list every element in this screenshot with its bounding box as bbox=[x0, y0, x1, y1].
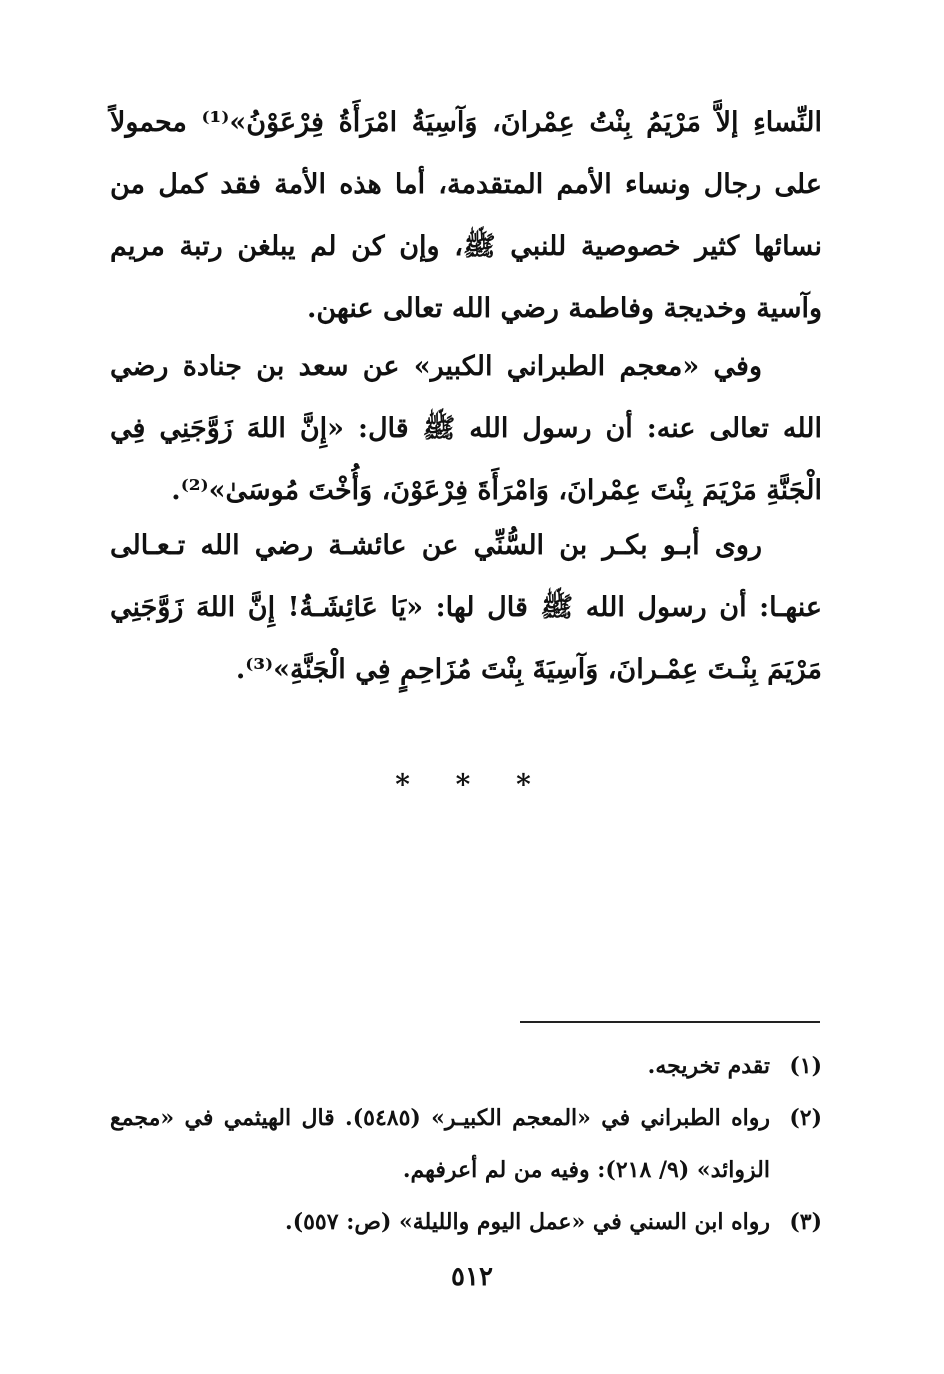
footnote-text: تقدم تخريجه. bbox=[647, 1053, 770, 1079]
footnote-1 bbox=[110, 1040, 822, 1092]
footnote-number: (٣) bbox=[789, 1209, 822, 1235]
footnote-number: (٢) bbox=[789, 1105, 822, 1131]
page-number: ٥١٢ bbox=[451, 1262, 493, 1292]
footnote-3 bbox=[110, 1196, 822, 1248]
paragraph-2 bbox=[110, 336, 822, 522]
footnote-2 bbox=[110, 1092, 822, 1196]
paragraph-1 bbox=[110, 92, 822, 340]
paragraph-1-text: النِّساءِ إلاَّ مَرْيَمُ بِنْتُ عِمْرانَ، وَآسِيَةُ امْرَأَةُ فِرْعَوْنُ»⁽¹⁾ محمولاً على رجال ونساء الأمم المتقدمة، أما هذه الأمة فقد كمل من نسائها كثير خصوصية للنبي ﷺ، وإن كن لم يبلغن رتبة مريم وآسية وخديجة وفاطمة رضي الله تعالى عنهن. bbox=[110, 107, 822, 324]
section-separator: * * * bbox=[395, 768, 549, 801]
footnote-number: (١) bbox=[789, 1053, 822, 1079]
footnote-text: رواه الطبراني في «المعجم الكبيـر» (٥٤٨٥). قال الهيثمي في «مجمع الزوائد» (٩/ ٢١٨): وفيه من لم أعرفهم. bbox=[110, 1105, 770, 1183]
footnote-divider bbox=[520, 1021, 820, 1023]
paragraph-3-text: روى أبـو بكـر بن السُّنِّي عن عائشـة رضي الله تـعـالى عنهـا: أن رسول الله ﷺ قال لها: «يَا عَائِشَـةُ! إِنَّ اللهَ زَوَّجَنِي مَرْيَمَ بِنْـتَ عِمْـرانَ، وَآسِيَةَ بِنْتَ مُزَاحِمٍ فِي الْجَنَّةِ»⁽³⁾. bbox=[110, 530, 822, 685]
paragraph-2-text: وفي «معجم الطبراني الكبير» عن سعد بن جنادة رضي الله تعالى عنه: أن رسول الله ﷺ قال: «إِنَّ اللهَ زَوَّجَنِي فِي الْجَنَّةِ مَرْيَمَ بِنْتَ عِمْرانَ، وَامْرَأَةَ فِرْعَوْنَ، وَأُخْتَ مُوسَىٰ»⁽²⁾. bbox=[110, 351, 822, 506]
footnotes bbox=[110, 1040, 822, 1248]
footnote-text: رواه ابن السني في «عمل اليوم والليلة» (ص: ٥٥٧). bbox=[285, 1209, 770, 1235]
paragraph-3 bbox=[110, 515, 822, 701]
